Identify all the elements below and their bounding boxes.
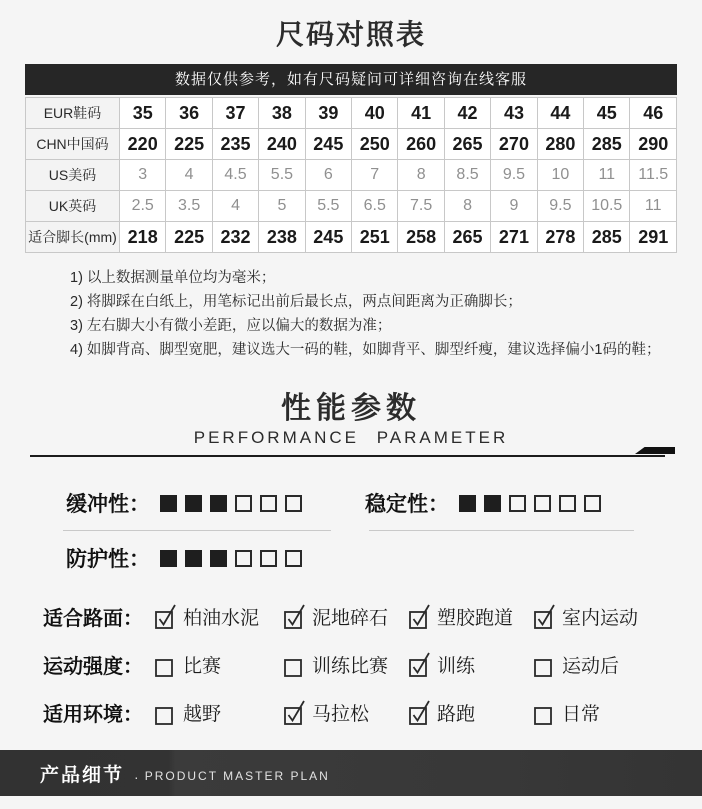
footer-title: 产品细节 [40,764,125,786]
table-cell: 6.5 [352,191,398,222]
table-row [26,222,677,253]
checkbox-unchecked-icon [534,699,557,726]
option-label: 训练 [437,656,476,677]
table-cell: 42 [444,98,490,129]
table-cell: 8 [398,160,444,191]
checkbox-checked-icon [409,651,432,678]
table-cell: 9.5 [537,191,583,222]
table-cell: 245 [305,222,351,253]
option-label: 泥地碎石 [312,608,389,629]
page-title: 尺码对照表 [275,19,426,50]
table-cell: 9.5 [491,160,537,191]
table-cell: 280 [537,129,583,160]
footer-separator: · [134,769,139,785]
rating-square-empty [260,550,277,567]
table-row [26,98,677,129]
table-cell: 251 [352,222,398,253]
rating-square-filled [160,495,177,512]
table-cell: 218 [120,222,166,253]
rating-square-empty [235,550,252,567]
rating-square-filled [210,495,227,512]
checkbox-unchecked-icon [534,651,557,678]
table-cell: 271 [491,222,537,253]
option-label: 日常 [562,704,601,725]
table-row [26,160,677,191]
table-cell: 45 [584,98,630,129]
option-label: 越野 [183,704,222,725]
rating-square-empty [285,495,302,512]
table-cell: 225 [166,129,212,160]
table-cell: 6 [305,160,351,191]
option-checked [284,603,409,630]
checkbox-checked-icon [284,699,307,726]
performance-subtitle: PERFORMANCE PARAMETER [193,428,509,447]
table-cell: 3 [120,160,166,191]
table-cell: 11.5 [630,160,677,191]
row-label: UK英码 [26,191,120,222]
table-cell: 250 [352,129,398,160]
option-label: 塑胶跑道 [437,608,514,629]
row-label: 适合脚长(mm) [26,222,120,253]
option-checked [409,651,534,678]
option-checked [284,699,409,726]
rating-square-filled [459,495,476,512]
option-unchecked [284,651,409,678]
rating-label: 稳定性： [365,493,449,516]
table-cell: 258 [398,222,444,253]
table-cell: 225 [166,222,212,253]
rating-square-empty [584,495,601,512]
table-cell: 10.5 [584,191,630,222]
table-cell: 285 [584,129,630,160]
rating-label: 防护性： [66,548,150,571]
size-table-body [26,98,677,253]
rating-squares [459,495,609,512]
table-cell: 265 [444,129,490,160]
table-cell: 270 [491,129,537,160]
checkbox-checked-icon [409,603,432,630]
table-cell: 11 [584,160,630,191]
option-label: 柏油水泥 [183,608,260,629]
rating-square-empty [509,495,526,512]
rating-square-filled [210,550,227,567]
rating-square-empty [559,495,576,512]
option-checked [155,603,284,630]
table-cell: 8 [444,191,490,222]
table-row [26,191,677,222]
table-cell: 9 [491,191,537,222]
table-cell: 238 [259,222,305,253]
attribute-label: 适合路面： [43,608,143,630]
table-cell: 40 [352,98,398,129]
row-label: CHN中国码 [26,129,120,160]
table-cell: 37 [212,98,258,129]
row-label: EUR鞋码 [26,98,120,129]
table-cell: 240 [259,129,305,160]
section-divider [30,455,665,457]
table-cell: 265 [444,222,490,253]
table-cell: 7 [352,160,398,191]
table-cell: 39 [305,98,351,129]
table-cell: 46 [630,98,677,129]
rating-square-empty [285,550,302,567]
notice-bar: 数据仅供参考，如有尺码疑问可详细咨询在线客服 [25,64,677,95]
table-row [26,129,677,160]
option-label: 运动后 [562,656,620,677]
rating-label: 缓冲性： [66,493,150,516]
ratings-right-column [351,487,702,574]
rating-square-filled [160,550,177,567]
size-notes [70,266,677,362]
table-cell: 260 [398,129,444,160]
table-cell: 5.5 [305,191,351,222]
table-cell: 232 [212,222,258,253]
table-cell: 245 [305,129,351,160]
table-cell: 36 [166,98,212,129]
table-cell: 11 [630,191,677,222]
checkbox-unchecked-icon [284,651,307,678]
table-cell: 4.5 [212,160,258,191]
checkbox-checked-icon [534,603,557,630]
rating-square-empty [260,495,277,512]
note-line: 1) 以上数据测量单位均为毫米； [70,270,276,286]
table-cell: 5.5 [259,160,305,191]
rating-square-filled [185,495,202,512]
checkbox-unchecked-icon [155,699,178,726]
table-cell: 41 [398,98,444,129]
note-line: 4) 如脚背高、脚型宽肥，建议选大一码的鞋，如脚背平、脚型纤瘦，建议选择偏小1码的鞋； [70,342,661,358]
attribute-label: 适用环境： [43,704,143,726]
table-cell: 220 [120,129,166,160]
table-cell: 291 [630,222,677,253]
rating-square-empty [235,495,252,512]
table-cell: 278 [537,222,583,253]
note-line: 2) 将脚踩在白纸上，用笔标记出前后最长点，两点间距离为正确脚长； [70,294,522,310]
option-label: 比赛 [183,656,222,677]
table-cell: 44 [537,98,583,129]
option-checked [534,603,674,630]
attribute-label: 运动强度： [43,656,143,678]
rating-squares [160,550,310,567]
attribute-row [43,649,702,680]
table-cell: 235 [212,129,258,160]
table-cell: 5 [259,191,305,222]
rating-divider [63,530,331,531]
attributes-section [43,601,702,728]
table-cell: 35 [120,98,166,129]
rating-squares [160,495,310,512]
divider-accent-bar [635,447,675,454]
ratings-left-column [0,487,351,574]
table-cell: 4 [212,191,258,222]
table-cell: 8.5 [444,160,490,191]
size-table [25,97,677,253]
table-cell: 2.5 [120,191,166,222]
row-label: US美码 [26,160,120,191]
table-cell: 4 [166,160,212,191]
table-cell: 38 [259,98,305,129]
performance-title: 性能参数 [281,392,421,425]
checkbox-unchecked-icon [155,651,178,678]
option-unchecked [534,699,674,726]
option-unchecked [155,699,284,726]
attribute-row [43,697,702,728]
table-cell: 290 [630,129,677,160]
ratings-section [0,487,702,574]
rating-square-empty [534,495,551,512]
option-label: 路跑 [437,704,476,725]
option-unchecked [534,651,674,678]
rating-square-filled [484,495,501,512]
checkbox-checked-icon [284,603,307,630]
rating-divider [369,530,634,531]
option-label: 训练比赛 [312,656,389,677]
table-cell: 7.5 [398,191,444,222]
footer-subtitle: PRODUCT MASTER PLAN [144,769,330,783]
table-cell: 285 [584,222,630,253]
attribute-row [43,601,702,632]
table-cell: 10 [537,160,583,191]
rating-row-cushioning [0,487,351,519]
option-label: 室内运动 [562,608,639,629]
note-line: 3) 左右脚大小有微小差距，应以偏大的数据为准； [70,318,392,334]
checkbox-checked-icon [155,603,178,630]
rating-square-filled [185,550,202,567]
rating-row-protection [0,542,351,574]
table-cell: 43 [491,98,537,129]
option-label: 马拉松 [312,704,370,725]
footer-bar [0,750,702,796]
checkbox-checked-icon [409,699,432,726]
rating-row-stability [351,487,702,519]
option-checked [409,603,534,630]
option-checked [409,699,534,726]
option-unchecked [155,651,284,678]
table-cell: 3.5 [166,191,212,222]
